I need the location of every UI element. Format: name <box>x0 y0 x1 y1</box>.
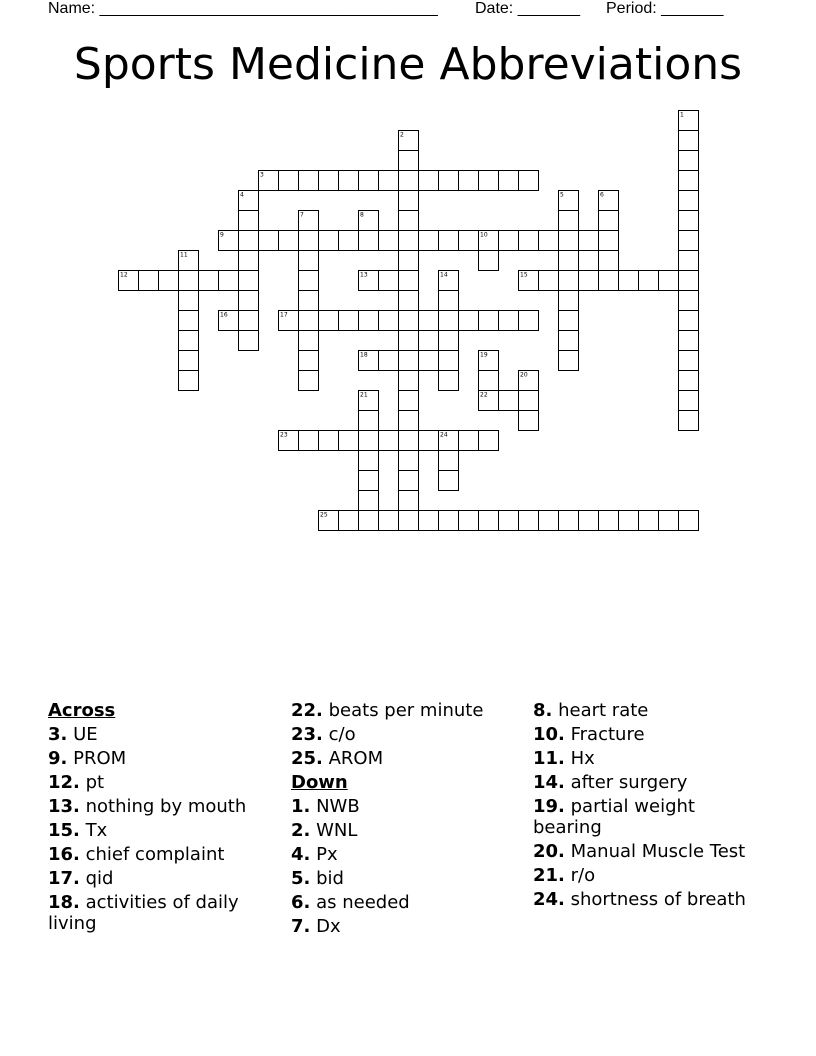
grid-cell[interactable] <box>599 231 619 251</box>
grid-cell[interactable] <box>679 251 699 271</box>
clue-text: Manual Muscle Test <box>564 841 746 862</box>
clue-item <box>48 724 284 745</box>
grid-cell[interactable] <box>379 351 399 371</box>
grid-cell[interactable] <box>399 151 419 171</box>
grid-cell[interactable] <box>339 431 359 451</box>
clue-item <box>291 724 527 745</box>
grid-cell[interactable] <box>459 311 479 331</box>
cell-number: 7 <box>300 211 304 219</box>
clue-text: Hx <box>564 748 595 769</box>
grid-cell[interactable] <box>679 311 699 331</box>
grid-cell[interactable] <box>379 171 399 191</box>
cell-number: 12 <box>120 271 128 279</box>
grid-cell[interactable] <box>339 171 359 191</box>
grid-cell[interactable] <box>299 331 319 351</box>
clue-number: 1. <box>291 796 311 817</box>
grid-cell[interactable] <box>359 431 379 451</box>
grid-cell[interactable] <box>299 251 319 271</box>
clue-item <box>533 772 769 793</box>
grid-cell[interactable] <box>519 511 539 531</box>
cell-number: 18 <box>360 351 368 359</box>
grid-cell[interactable] <box>659 511 679 531</box>
grid-cell[interactable] <box>319 231 339 251</box>
grid-cell[interactable] <box>299 231 319 251</box>
grid-cell[interactable] <box>179 371 199 391</box>
clue-text: shortness of breath <box>564 889 746 910</box>
clue-item <box>291 892 527 913</box>
clue-item <box>533 700 769 721</box>
cell-number: 4 <box>240 191 244 199</box>
clue-number: 11. <box>533 748 565 769</box>
date-field[interactable]: Date: _______ <box>475 0 580 17</box>
grid-cell[interactable] <box>479 431 499 451</box>
grid-cell[interactable] <box>439 291 459 311</box>
clue-number: 9. <box>48 748 68 769</box>
cell-number: 14 <box>440 271 448 279</box>
clue-number: 6. <box>291 892 311 913</box>
grid-cell[interactable] <box>319 171 339 191</box>
grid-cell[interactable] <box>679 391 699 411</box>
clue-text: activities of daily living <box>48 892 239 934</box>
grid-cell[interactable] <box>339 311 359 331</box>
grid-cell[interactable] <box>239 231 259 251</box>
clue-text: r/o <box>564 865 596 886</box>
cell-number: 11 <box>180 251 188 259</box>
grid-cell[interactable] <box>359 171 379 191</box>
grid-cell[interactable] <box>399 371 419 391</box>
clue-number: 4. <box>291 844 311 865</box>
grid-cell[interactable] <box>419 511 439 531</box>
grid-cell[interactable] <box>679 171 699 191</box>
grid-cell[interactable] <box>459 231 479 251</box>
clue-item <box>533 889 769 910</box>
cell-number: 17 <box>280 311 288 319</box>
grid-cell[interactable] <box>539 511 559 531</box>
clues-column-3 <box>533 700 769 1000</box>
grid-cell[interactable] <box>439 451 459 471</box>
grid-cell[interactable] <box>419 351 439 371</box>
clue-item <box>533 865 769 886</box>
clue-text: nothing by mouth <box>79 796 247 817</box>
grid-cell[interactable] <box>479 311 499 331</box>
down-heading: Down <box>291 772 348 793</box>
grid-cell[interactable] <box>239 251 259 271</box>
clues-column-2 <box>291 700 527 1000</box>
grid-cell[interactable] <box>299 291 319 311</box>
grid-cell[interactable] <box>519 311 539 331</box>
grid-cell[interactable] <box>479 511 499 531</box>
clues-column-1 <box>48 700 284 1000</box>
grid-cell[interactable] <box>299 351 319 371</box>
grid-cell[interactable] <box>359 451 379 471</box>
grid-cell[interactable] <box>439 331 459 351</box>
grid-cell[interactable] <box>519 391 539 411</box>
clue-number: 21. <box>533 865 565 886</box>
grid-cell[interactable] <box>279 231 299 251</box>
clue-text: Px <box>310 844 338 865</box>
clue-text: as needed <box>310 892 410 913</box>
across-clue-list <box>48 724 284 934</box>
grid-cell[interactable] <box>679 131 699 151</box>
clue-number: 15. <box>48 820 80 841</box>
grid-cell[interactable] <box>419 231 439 251</box>
grid-cell[interactable] <box>639 271 659 291</box>
grid-cell[interactable] <box>579 231 599 251</box>
clue-number: 5. <box>291 868 311 889</box>
grid-cell[interactable] <box>519 411 539 431</box>
grid-cell[interactable] <box>619 271 639 291</box>
grid-cell[interactable] <box>399 391 419 411</box>
grid-cell[interactable] <box>179 311 199 331</box>
grid-cell[interactable] <box>319 431 339 451</box>
grid-cell[interactable] <box>279 171 299 191</box>
clue-text: WNL <box>310 820 358 841</box>
clue-text: Dx <box>310 916 341 937</box>
grid-cell[interactable] <box>299 271 319 291</box>
grid-cell[interactable] <box>379 431 399 451</box>
clue-number: 3. <box>48 724 68 745</box>
grid-cell[interactable] <box>419 311 439 331</box>
grid-cell[interactable] <box>679 191 699 211</box>
clue-item <box>291 868 527 889</box>
grid-cell[interactable] <box>559 331 579 351</box>
grid-cell[interactable] <box>379 231 399 251</box>
grid-cell[interactable] <box>399 451 419 471</box>
clue-number: 7. <box>291 916 311 937</box>
clue-item <box>48 748 284 769</box>
across-clue-list-continued <box>291 700 527 769</box>
cell-number: 9 <box>220 231 224 239</box>
grid-cell[interactable] <box>379 271 399 291</box>
grid-cell[interactable] <box>359 231 379 251</box>
grid-cell[interactable] <box>239 331 259 351</box>
name-field[interactable]: Name: ______________________________________ <box>48 0 438 17</box>
grid-cell[interactable] <box>679 291 699 311</box>
grid-cell[interactable] <box>559 231 579 251</box>
clue-text: UE <box>67 724 98 745</box>
grid-cell[interactable] <box>399 311 419 331</box>
grid-cell[interactable] <box>399 271 419 291</box>
grid-cell[interactable] <box>559 511 579 531</box>
grid-cell[interactable] <box>439 171 459 191</box>
clue-item <box>533 724 769 745</box>
grid-cell[interactable] <box>639 511 659 531</box>
down-clue-list-continued <box>533 700 769 910</box>
grid-cell[interactable] <box>399 291 419 311</box>
clue-text: pt <box>79 772 105 793</box>
grid-cell[interactable] <box>359 411 379 431</box>
grid-cell[interactable] <box>599 511 619 531</box>
grid-cell[interactable] <box>679 151 699 171</box>
across-heading: Across <box>48 700 116 721</box>
cell-number: 15 <box>520 271 528 279</box>
clue-text: c/o <box>322 724 356 745</box>
grid-cell[interactable] <box>239 291 259 311</box>
clue-number: 18. <box>48 892 80 913</box>
grid-cell[interactable] <box>319 311 339 331</box>
grid-cell[interactable] <box>499 311 519 331</box>
grid-cell[interactable] <box>399 331 419 351</box>
grid-cell[interactable] <box>499 391 519 411</box>
grid-cell[interactable] <box>559 311 579 331</box>
cell-number: 20 <box>520 371 528 379</box>
grid-cell[interactable] <box>399 411 419 431</box>
grid-cell[interactable] <box>599 211 619 231</box>
clue-number: 24. <box>533 889 565 910</box>
clue-item <box>48 844 284 865</box>
clue-item <box>291 916 527 937</box>
clue-number: 13. <box>48 796 80 817</box>
cell-number: 3 <box>260 171 264 179</box>
grid-cell[interactable] <box>679 211 699 231</box>
clue-number: 8. <box>533 700 553 721</box>
cell-number: 13 <box>360 271 368 279</box>
grid-cell[interactable] <box>399 191 419 211</box>
grid-cell[interactable] <box>179 291 199 311</box>
grid-cell[interactable] <box>359 471 379 491</box>
clue-number: 20. <box>533 841 565 862</box>
grid-cell[interactable] <box>359 491 379 511</box>
grid-cell[interactable] <box>239 311 259 331</box>
grid-cell[interactable] <box>479 251 499 271</box>
grid-cell[interactable] <box>499 231 519 251</box>
grid-cell[interactable] <box>259 231 279 251</box>
cell-number: 16 <box>220 311 228 319</box>
cell-number: 24 <box>440 431 448 439</box>
grid-cell[interactable] <box>399 431 419 451</box>
grid-cell[interactable] <box>399 231 419 251</box>
cell-number: 19 <box>480 351 488 359</box>
clue-number: 14. <box>533 772 565 793</box>
clue-number: 23. <box>291 724 323 745</box>
clue-text: Fracture <box>564 724 645 745</box>
grid-cell[interactable] <box>439 471 459 491</box>
grid-cell[interactable] <box>399 351 419 371</box>
clue-text: AROM <box>322 748 384 769</box>
clue-text: NWB <box>310 796 360 817</box>
grid-cell[interactable] <box>399 471 419 491</box>
cell-number: 25 <box>320 511 328 519</box>
grid-cell[interactable] <box>299 311 319 331</box>
grid-cell[interactable] <box>379 511 399 531</box>
clue-text: PROM <box>67 748 127 769</box>
grid-cell[interactable] <box>679 331 699 351</box>
cell-number: 2 <box>400 131 404 139</box>
grid-cell[interactable] <box>179 271 199 291</box>
clue-number: 10. <box>533 724 565 745</box>
cell-number: 22 <box>480 391 488 399</box>
cell-number: 5 <box>560 191 564 199</box>
grid-cell[interactable] <box>459 511 479 531</box>
grid-cell[interactable] <box>539 271 559 291</box>
grid-cell[interactable] <box>439 231 459 251</box>
clue-item <box>48 868 284 889</box>
grid-cell[interactable] <box>399 491 419 511</box>
clue-item <box>291 820 527 841</box>
clue-item <box>291 748 527 769</box>
grid-cell[interactable] <box>679 231 699 251</box>
grid-cell[interactable] <box>559 211 579 231</box>
grid-cell[interactable] <box>399 171 419 191</box>
cell-number: 23 <box>280 431 288 439</box>
clue-text: beats per minute <box>322 700 484 721</box>
grid-cell[interactable] <box>199 271 219 291</box>
cell-number: 8 <box>360 211 364 219</box>
clue-item <box>291 700 527 721</box>
clue-item <box>291 844 527 865</box>
grid-cell[interactable] <box>679 411 699 431</box>
grid-cell[interactable] <box>539 231 559 251</box>
clue-item <box>533 796 769 838</box>
grid-cell[interactable] <box>359 311 379 331</box>
clue-number: 2. <box>291 820 311 841</box>
page-title: Sports Medicine Abbreviations <box>73 39 743 90</box>
clue-item <box>533 748 769 769</box>
grid-cell[interactable] <box>459 431 479 451</box>
clue-text: Tx <box>79 820 108 841</box>
grid-cell[interactable] <box>579 511 599 531</box>
grid-cell[interactable] <box>559 291 579 311</box>
clue-item <box>48 820 284 841</box>
grid-cell[interactable] <box>299 431 319 451</box>
grid-cell[interactable] <box>439 351 459 371</box>
cell-number: 21 <box>360 391 368 399</box>
clue-number: 19. <box>533 796 565 817</box>
grid-cell[interactable] <box>379 311 399 331</box>
grid-cell[interactable] <box>179 351 199 371</box>
grid-cell[interactable] <box>299 171 319 191</box>
clue-item <box>291 796 527 817</box>
clue-number: 22. <box>291 700 323 721</box>
grid-cell[interactable] <box>399 251 419 271</box>
grid-cell[interactable] <box>679 511 699 531</box>
grid-cell[interactable] <box>179 331 199 351</box>
clue-text: bid <box>310 868 344 889</box>
clue-item <box>533 841 769 862</box>
grid-cell[interactable] <box>439 311 459 331</box>
grid-cell[interactable] <box>139 271 159 291</box>
grid-cell[interactable] <box>339 231 359 251</box>
grid-cell[interactable] <box>619 511 639 531</box>
grid-cell[interactable] <box>579 271 599 291</box>
clue-item <box>48 772 284 793</box>
period-field[interactable]: Period: _______ <box>606 0 724 17</box>
clue-number: 17. <box>48 868 80 889</box>
clue-number: 12. <box>48 772 80 793</box>
grid-cell[interactable] <box>559 351 579 371</box>
grid-cell[interactable] <box>679 351 699 371</box>
grid-cell[interactable] <box>239 211 259 231</box>
grid-cell[interactable] <box>479 371 499 391</box>
grid-cell[interactable] <box>519 171 539 191</box>
grid-cell[interactable] <box>219 271 239 291</box>
clue-text: heart rate <box>552 700 649 721</box>
grid-cell[interactable] <box>659 271 679 291</box>
clue-item <box>48 796 284 817</box>
grid-cell[interactable] <box>159 271 179 291</box>
clue-text: qid <box>79 868 114 889</box>
grid-cell[interactable] <box>299 371 319 391</box>
grid-cell[interactable] <box>399 511 419 531</box>
grid-cell[interactable] <box>439 371 459 391</box>
grid-cell[interactable] <box>359 511 379 531</box>
grid-cell[interactable] <box>599 271 619 291</box>
cell-number: 1 <box>680 111 684 119</box>
grid-cell[interactable] <box>339 511 359 531</box>
clue-text: after surgery <box>564 772 688 793</box>
grid-cell[interactable] <box>679 271 699 291</box>
clue-item <box>48 892 284 934</box>
grid-cell[interactable] <box>419 171 439 191</box>
grid-cell[interactable] <box>499 171 519 191</box>
grid-cell[interactable] <box>679 371 699 391</box>
grid-cell[interactable] <box>399 211 419 231</box>
cell-number: 6 <box>600 191 604 199</box>
down-clue-list <box>291 796 527 937</box>
grid-cell[interactable] <box>559 271 579 291</box>
grid-cell[interactable] <box>419 431 439 451</box>
clue-text: partial weight bearing <box>533 796 695 838</box>
grid-cell[interactable] <box>459 171 479 191</box>
grid-cell[interactable] <box>239 271 259 291</box>
clue-number: 16. <box>48 844 80 865</box>
grid-cell[interactable] <box>479 171 499 191</box>
grid-cell[interactable] <box>439 511 459 531</box>
clue-number: 25. <box>291 748 323 769</box>
clue-text: chief complaint <box>79 844 225 865</box>
grid-cell[interactable] <box>519 231 539 251</box>
grid-cell[interactable] <box>499 511 519 531</box>
grid-cell[interactable] <box>559 251 579 271</box>
grid-cell[interactable] <box>599 251 619 271</box>
cell-number: 10 <box>480 231 488 239</box>
